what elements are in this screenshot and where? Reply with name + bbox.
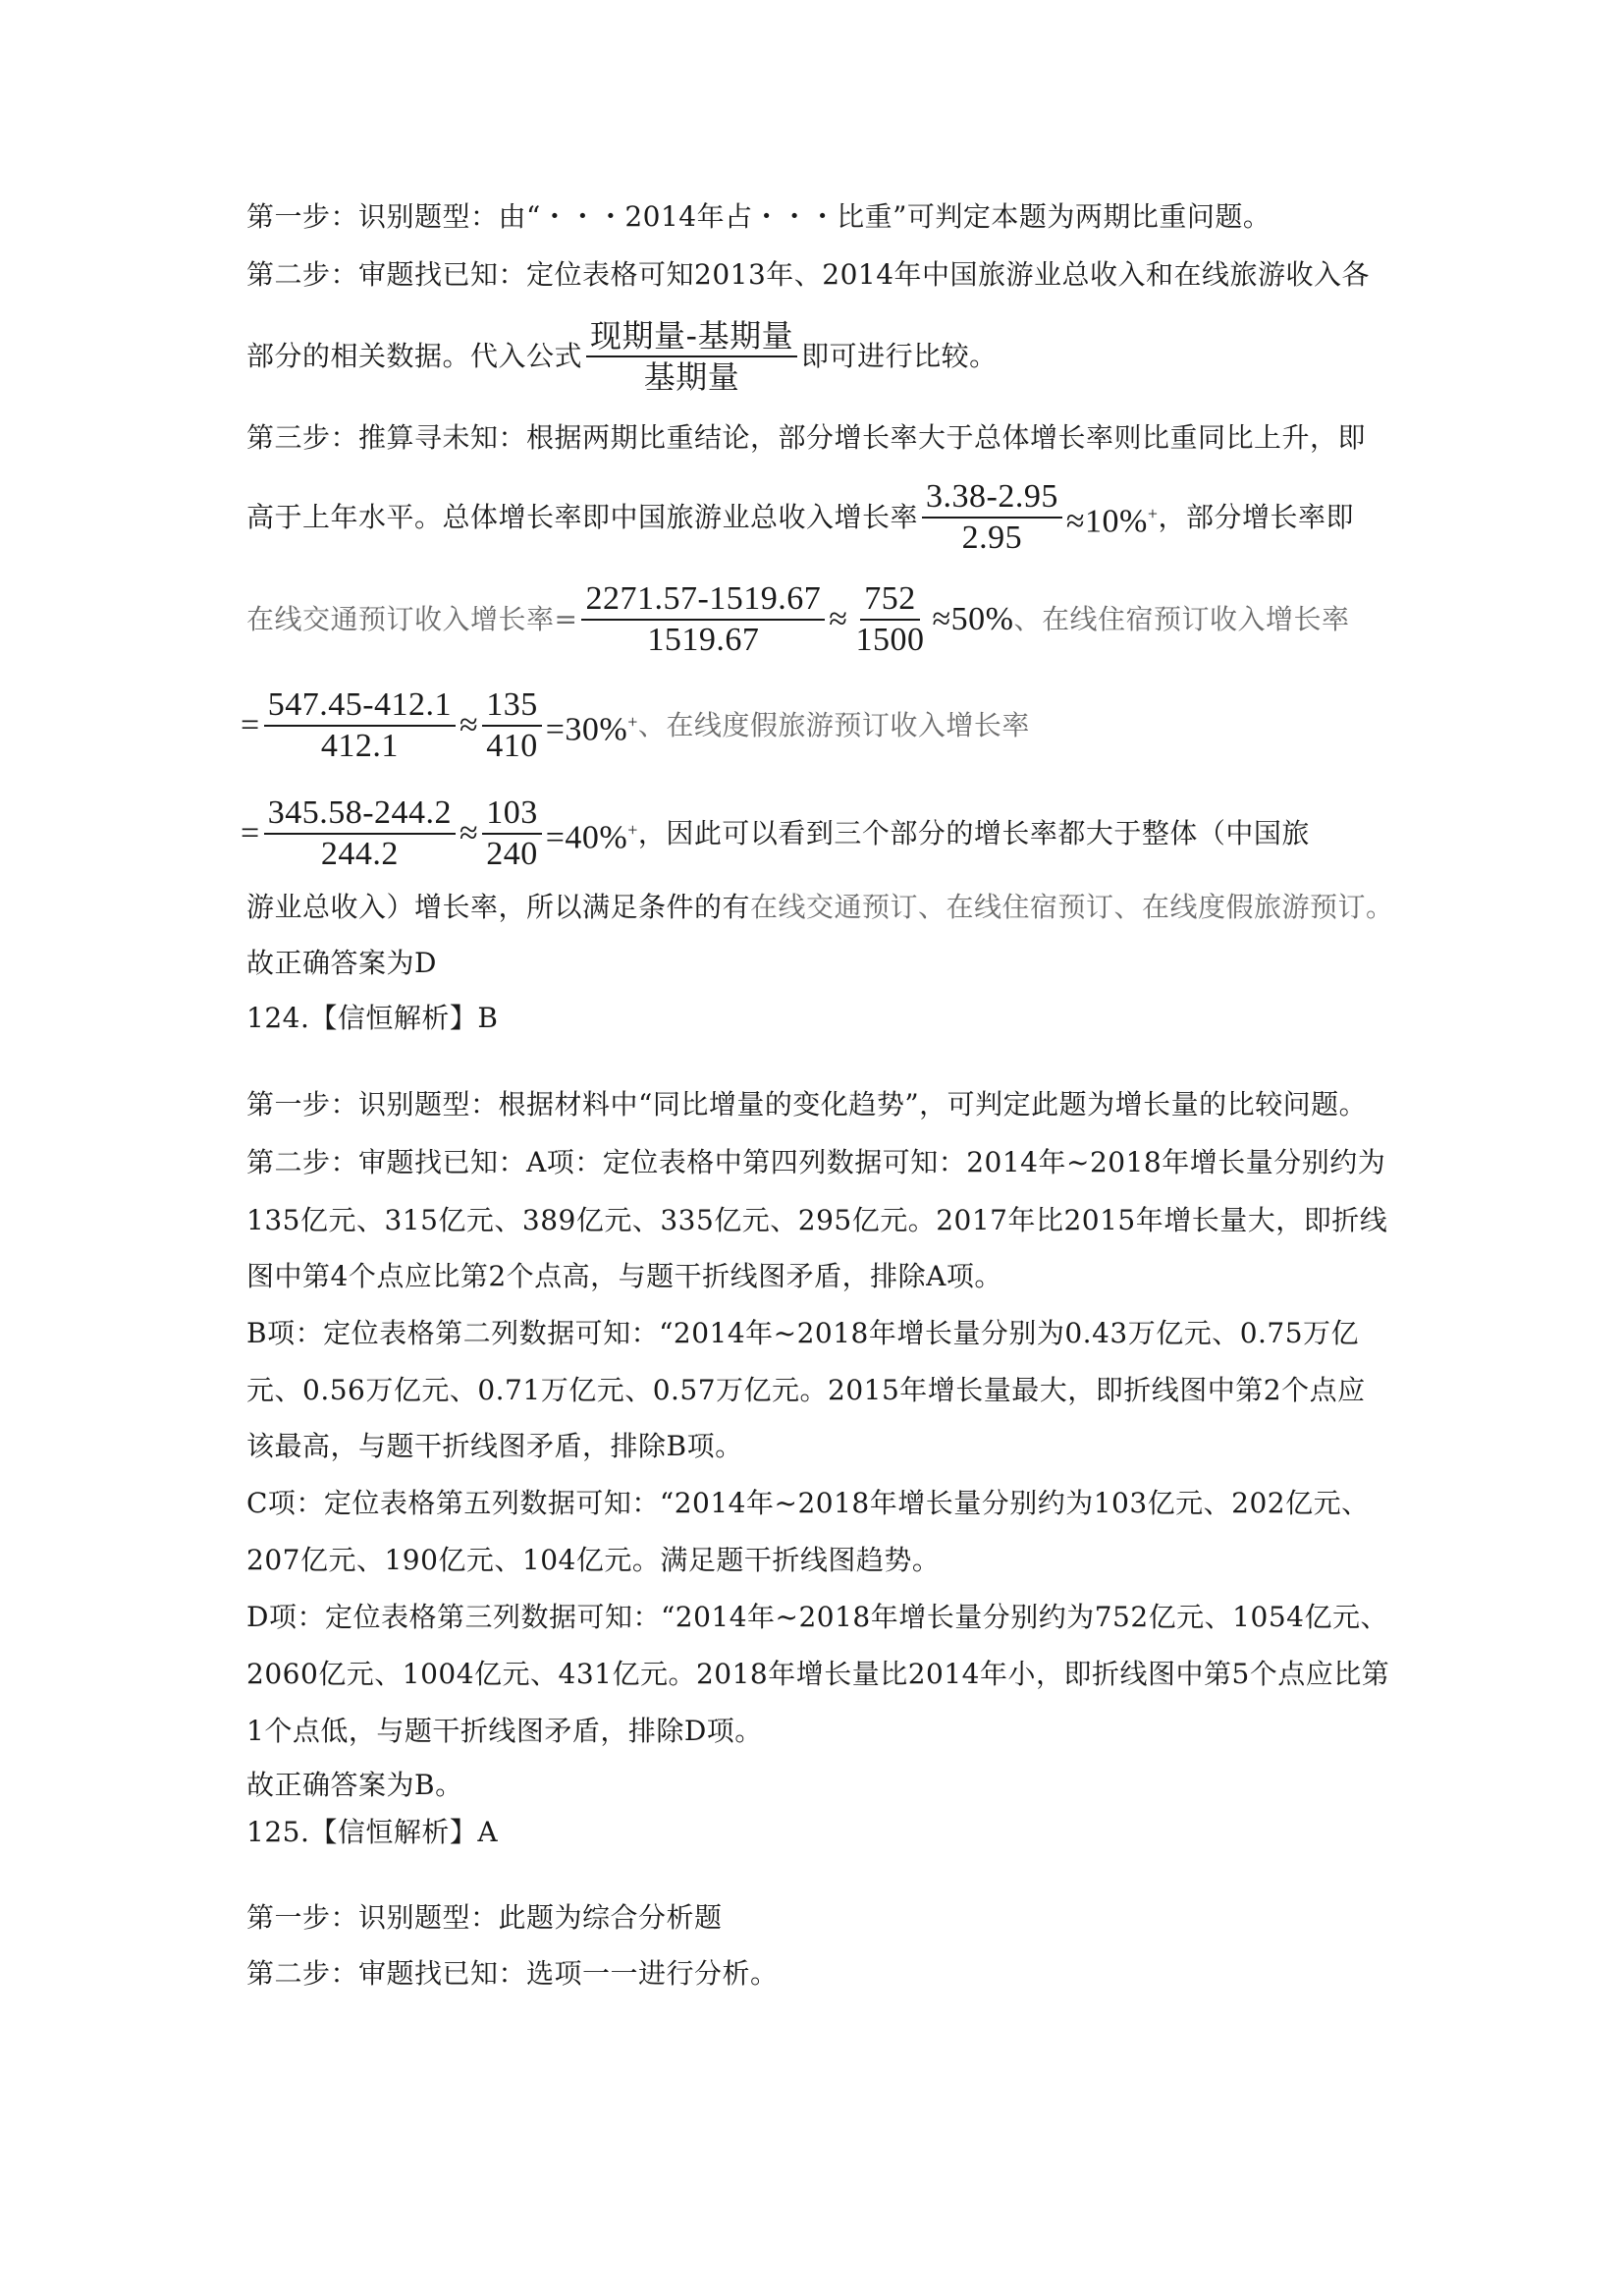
q124-option-b-2: 元、0.56万亿元、0.71万亿元、0.57万亿元。2015年增长量最大，即折线图中第2个点应	[246, 1374, 1366, 1406]
fraction-denominator: 412.1	[320, 728, 399, 764]
q123-step1: 第一步：识别题型：由“・・・2014年占・・・比重”可判定本题为两期比重问题。	[246, 200, 1271, 233]
fraction-numerator: 547.45-412.1	[264, 685, 456, 727]
q123-conclusion-line	[246, 890, 1394, 925]
approx-sign: ≈	[829, 601, 848, 637]
q124-step1: 第一步：识别题型：根据材料中“同比增量的变化趋势”，可判定此题为增长量的比较问题。	[246, 1088, 1368, 1121]
vacation-value	[546, 812, 638, 855]
transport-label: 在线交通预订收入增长率=	[246, 603, 578, 635]
lodging-fraction	[264, 685, 456, 766]
fraction-numerator: 3.38-2.95	[922, 477, 1062, 519]
transport-simplified-fraction	[851, 579, 928, 660]
transport-value: ≈50%	[932, 601, 1014, 637]
fraction-denominator: 2.95	[961, 519, 1023, 556]
fraction-denominator: 244.2	[320, 836, 399, 872]
q124-option-b-3: 该最高，与题干折线图矛盾，排除B项。	[246, 1430, 743, 1462]
q123-transport-line	[246, 579, 1349, 660]
plus-sup: +	[627, 711, 638, 732]
total-growth-text: 高于上年水平。总体增长率即中国旅游业总收入增长率	[246, 501, 919, 533]
approx-sign: ≈	[460, 815, 479, 851]
equals-sign: =	[241, 815, 260, 851]
vacation-fraction	[264, 793, 456, 874]
q124-option-c-1: C项：定位表格第五列数据可知：“2014年~2018年增长量分别约为103亿元、202亿元、	[246, 1487, 1370, 1519]
qualifying-items: 在线交通预订、在线住宿预订、在线度假旅游预订。	[750, 891, 1394, 923]
q124-option-c-2: 207亿元、190亿元、104亿元。满足题干折线图趋势。	[246, 1544, 941, 1576]
q123-step3: 第三步：推算寻未知：根据两期比重结论，部分增长率大于总体增长率则比重同比上升，即	[246, 421, 1367, 454]
fraction-numerator: 345.58-244.2	[264, 793, 456, 835]
plus-sup: +	[1147, 503, 1159, 523]
fraction-denominator: 1500	[855, 622, 925, 658]
fraction-denominator: 410	[486, 728, 538, 764]
q123-total-growth-line	[246, 477, 1354, 558]
q124-option-d-2: 2060亿元、1004亿元、431亿元。2018年增长量比2014年小，即折线图中第5个点应比第	[246, 1658, 1390, 1690]
q123-answer: 故正确答案为D	[246, 947, 437, 979]
q124-option-a-data: 135亿元、315亿元、389亿元、335亿元、295亿元。2017年比2015年增长量大，即折线	[246, 1204, 1388, 1236]
fraction-numerator: 752	[860, 579, 920, 621]
q124-heading: 124.【信恒解析】B	[246, 1002, 499, 1034]
total-growth-post: ，部分增长率即	[1158, 501, 1354, 533]
conclusion-text: ，因此可以看到三个部分的增长率都大于整体（中国旅	[637, 817, 1310, 849]
formula-outro: 即可进行比较。	[801, 340, 998, 372]
total-growth-fraction	[922, 477, 1062, 558]
q125-step1: 第一步：识别题型：此题为综合分析题	[246, 1901, 723, 1934]
value-text: =30%	[545, 711, 628, 748]
lodging-value	[546, 704, 638, 747]
formula-intro: 部分的相关数据。代入公式	[246, 340, 583, 372]
fraction-denominator: 240	[486, 836, 538, 872]
conclusion-text: 游业总收入）增长率，所以满足条件的有	[246, 891, 751, 923]
q123-lodging-line	[241, 685, 1030, 766]
value-text: =40%	[545, 819, 628, 856]
lodging-simplified-fraction	[482, 685, 542, 766]
vacation-label: 、在线度假旅游预订收入增长率	[637, 709, 1030, 741]
vacation-simplified-fraction	[482, 793, 542, 874]
fraction-numerator: 135	[482, 685, 542, 727]
q124-answer: 故正确答案为B。	[246, 1769, 463, 1801]
approx-sign: ≈	[460, 707, 479, 743]
q123-formula-line	[246, 316, 998, 397]
growth-formula	[586, 316, 797, 397]
q124-option-b-1: B项：定位表格第二列数据可知：“2014年~2018年增长量分别为0.43万亿元、0.75万亿	[246, 1317, 1360, 1349]
q124-option-d-1: D项：定位表格第三列数据可知：“2014年~2018年增长量分别约为752亿元、1054亿元、	[246, 1601, 1388, 1633]
q123-vacation-line	[241, 793, 1310, 874]
equals-sign: =	[241, 707, 260, 743]
total-growth-value	[1066, 496, 1159, 539]
q124-option-d-3: 1个点低，与题干折线图矛盾，排除D项。	[246, 1715, 763, 1747]
value-text: ≈10%	[1065, 503, 1148, 540]
q125-heading: 125.【信恒解析】A	[246, 1816, 499, 1848]
fraction-denominator: 1519.67	[647, 622, 760, 658]
plus-sup: +	[627, 819, 638, 840]
lodging-label: 、在线住宿预订收入增长率	[1013, 603, 1350, 635]
q125-step2: 第二步：审题找已知：选项一一进行分析。	[246, 1957, 779, 1990]
formula-denominator: 基期量	[643, 358, 740, 396]
q124-step2: 第二步：审题找已知：A项：定位表格中第四列数据可知：2014年~2018年增长量分别约为	[246, 1146, 1386, 1178]
fraction-numerator: 103	[482, 793, 542, 835]
formula-numerator: 现期量-基期量	[586, 316, 797, 357]
q123-step2: 第二步：审题找已知：定位表格可知2013年、2014年中国旅游业总收入和在线旅游收入各	[246, 258, 1371, 291]
q124-option-a-conclusion: 图中第4个点应比第2个点高，与题干折线图矛盾，排除A项。	[246, 1260, 1002, 1292]
transport-fraction	[581, 579, 825, 660]
fraction-numerator: 2271.57-1519.67	[581, 579, 825, 621]
